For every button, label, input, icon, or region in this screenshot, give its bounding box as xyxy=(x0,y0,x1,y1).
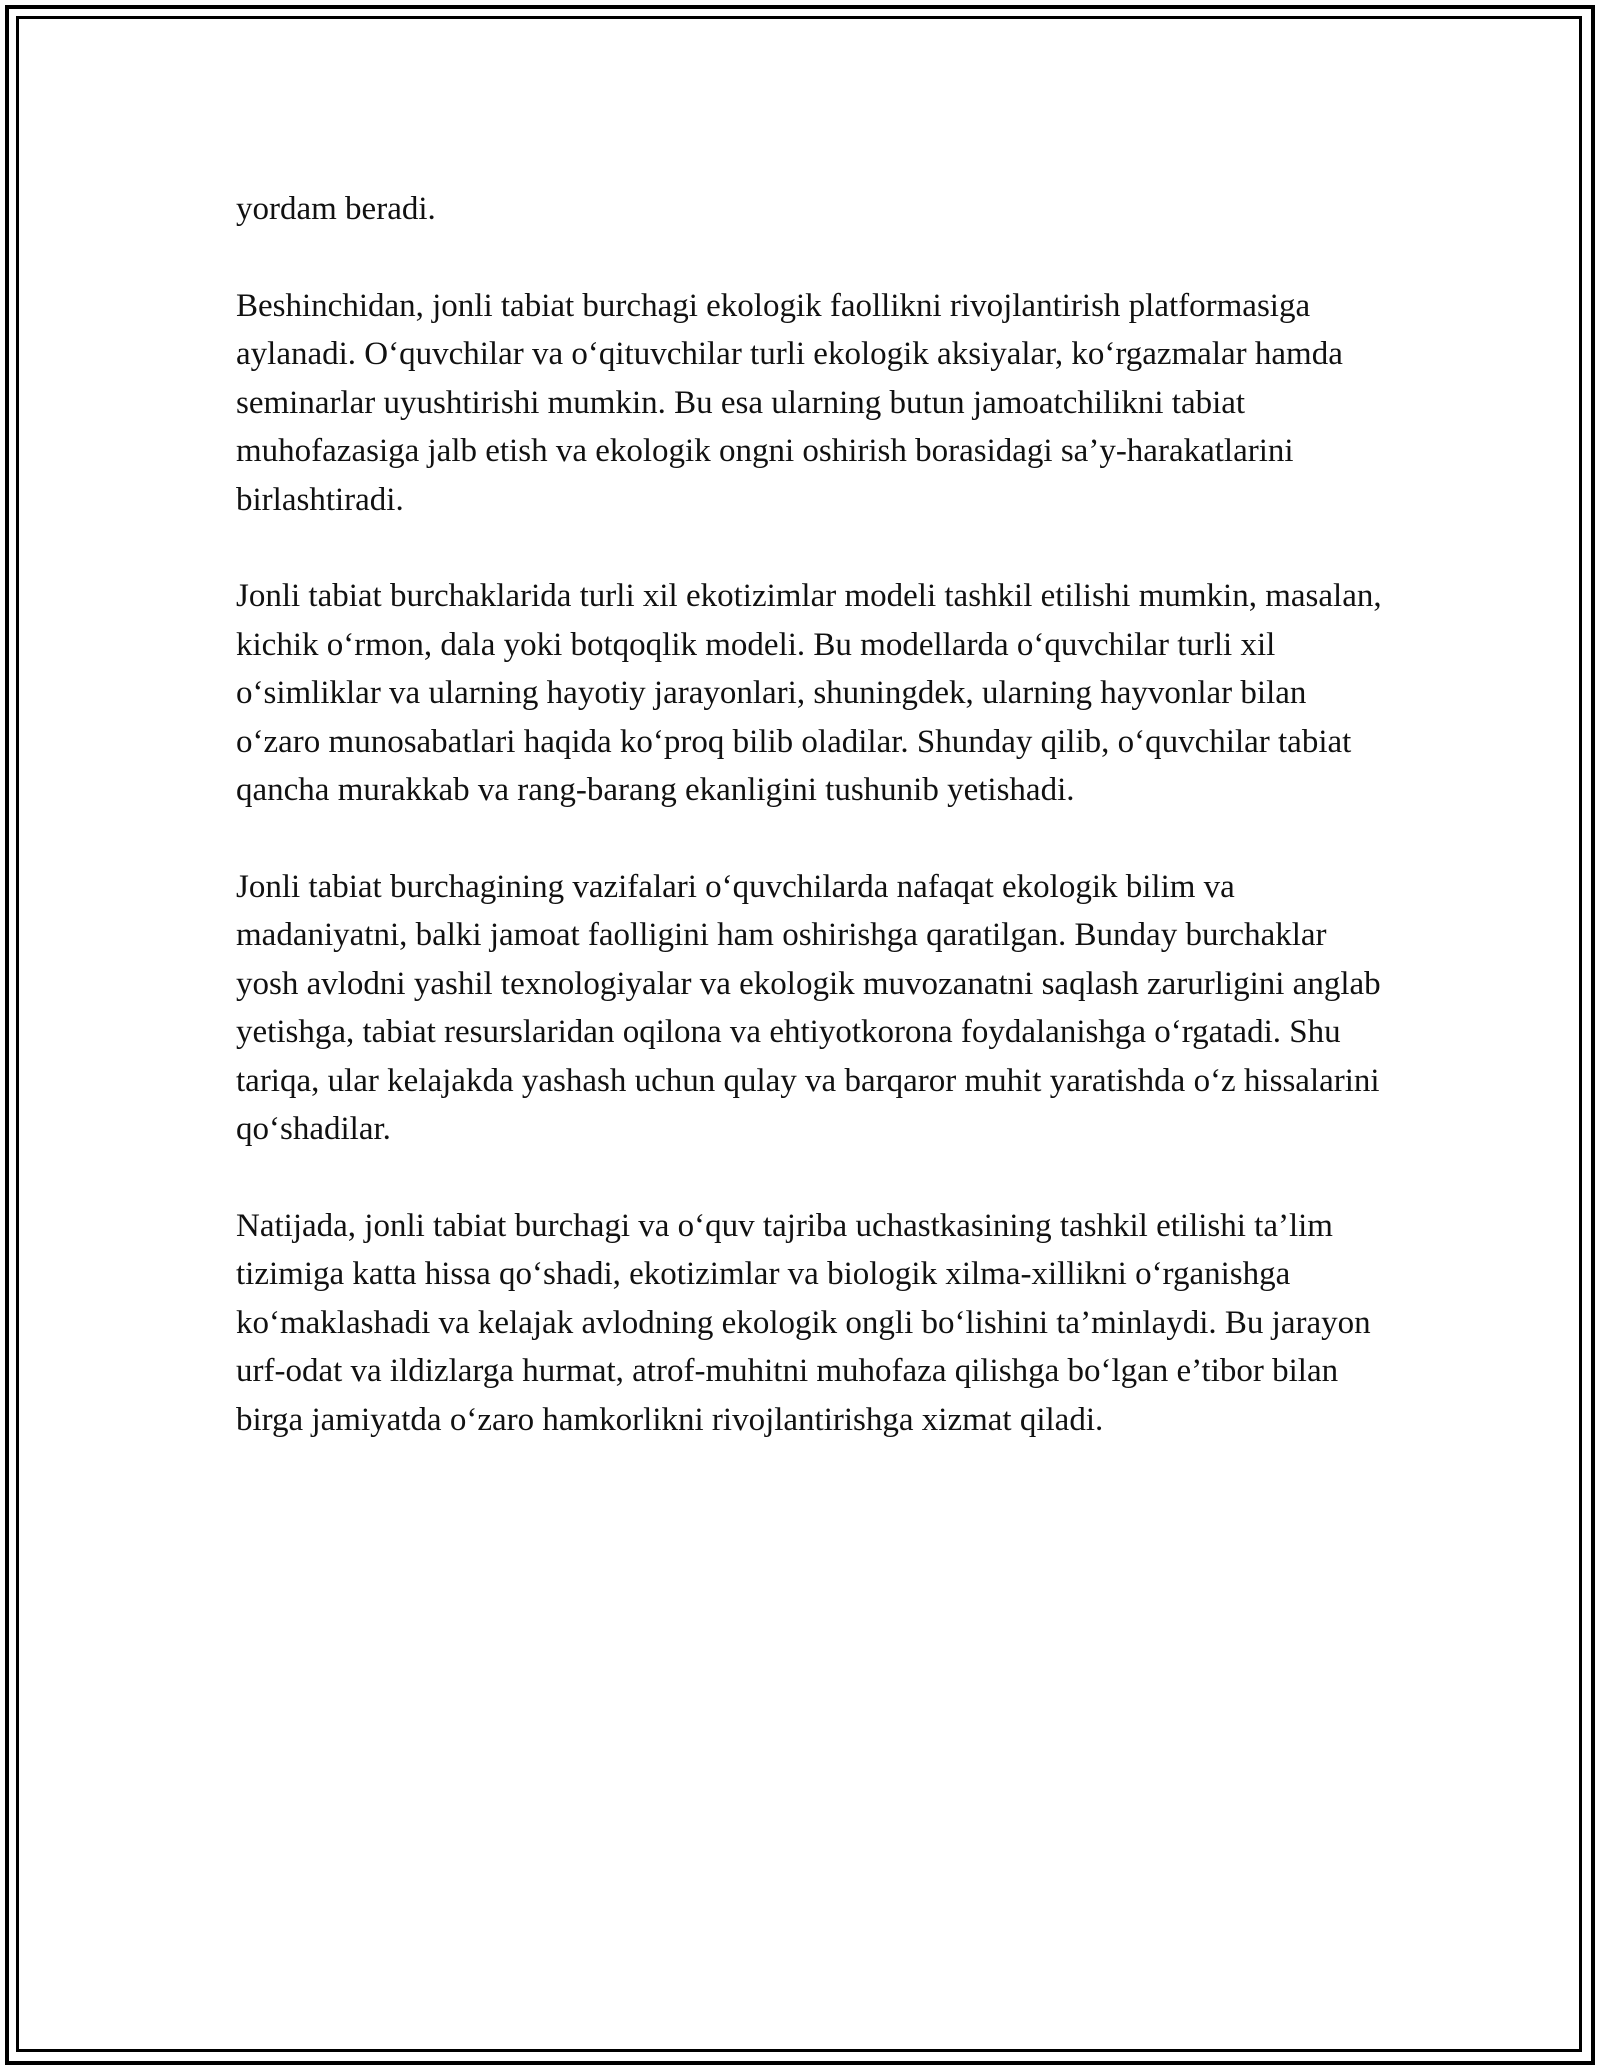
paragraph-continuation: yordam beradi. xyxy=(236,191,436,227)
paragraph-ecosystem-models: Jonli tabiat burchaklarida turli xil ekotizimlar modeli tashkil etilishi mumkin, masalan, kichik o‘rmon, dala yoki botqoqlik modeli. Bu modellarda o‘quvchilar turli xil o‘simliklar va ularning hayotiy jarayonlari, shuningdek, ularning hayvonlar bilan o‘zaro munosabatlari haqida ko‘proq bilib oladilar. Shunday qilib, o‘quvchilar tabiat qancha murakkab va rang-barang ekanligini tushunib yetishadi. xyxy=(236,578,1382,808)
document-body xyxy=(236,185,1386,1492)
paragraph-fifth-point: Beshinchidan, jonli tabiat burchagi ekologik faollikni rivojlantirish platformasiga aylanadi. O‘quvchilar va o‘qituvchilar turli ekologik aksiyalar, ko‘rgazmalar hamda seminarlar uyushtirishi mumkin. Bu esa ularning butun jamoatchilikni tabiat muhofazasiga jalb etish va ekologik ongni oshirish borasidagi sa’y-harakatlarini birlashtiradi. xyxy=(236,287,1343,518)
paragraph-tasks: Jonli tabiat burchagining vazifalari o‘quvchilarda nafaqat ekologik bilim va madaniyatni, balki jamoat faolligini ham oshirishga qaratilgan. Bunday burchaklar yosh avlodni yashil texnologiyalar va ekologik muvozanatni saqlash zarurligini anglab yetishga, tabiat resurslaridan oqilona va ehtiyotkorona foydalanishga o‘rgatadi. Shu tariqa, ular kelajakda yashash uchun qulay va barqaror muhit yaratishda o‘z hissalarini qo‘shadilar. xyxy=(236,868,1381,1147)
paragraph-conclusion: Natijada, jonli tabiat burchagi va o‘quv tajriba uchastkasining tashkil etilishi ta’lim tizimiga katta hissa qo‘shadi, ekotizimlar va biologik xilma-xillikni o‘rganishga ko‘maklashadi va kelajak avlodning ekologik ongli bo‘lishini ta’minlaydi. Bu jarayon urf-odat va ildizlarga hurmat, atrof-muhitni muhofaza qilishga bo‘lgan e’tibor bilan birga jamiyatda o‘zaro hamkorlikni rivojlantirishga xizmat qiladi. xyxy=(236,1207,1371,1438)
